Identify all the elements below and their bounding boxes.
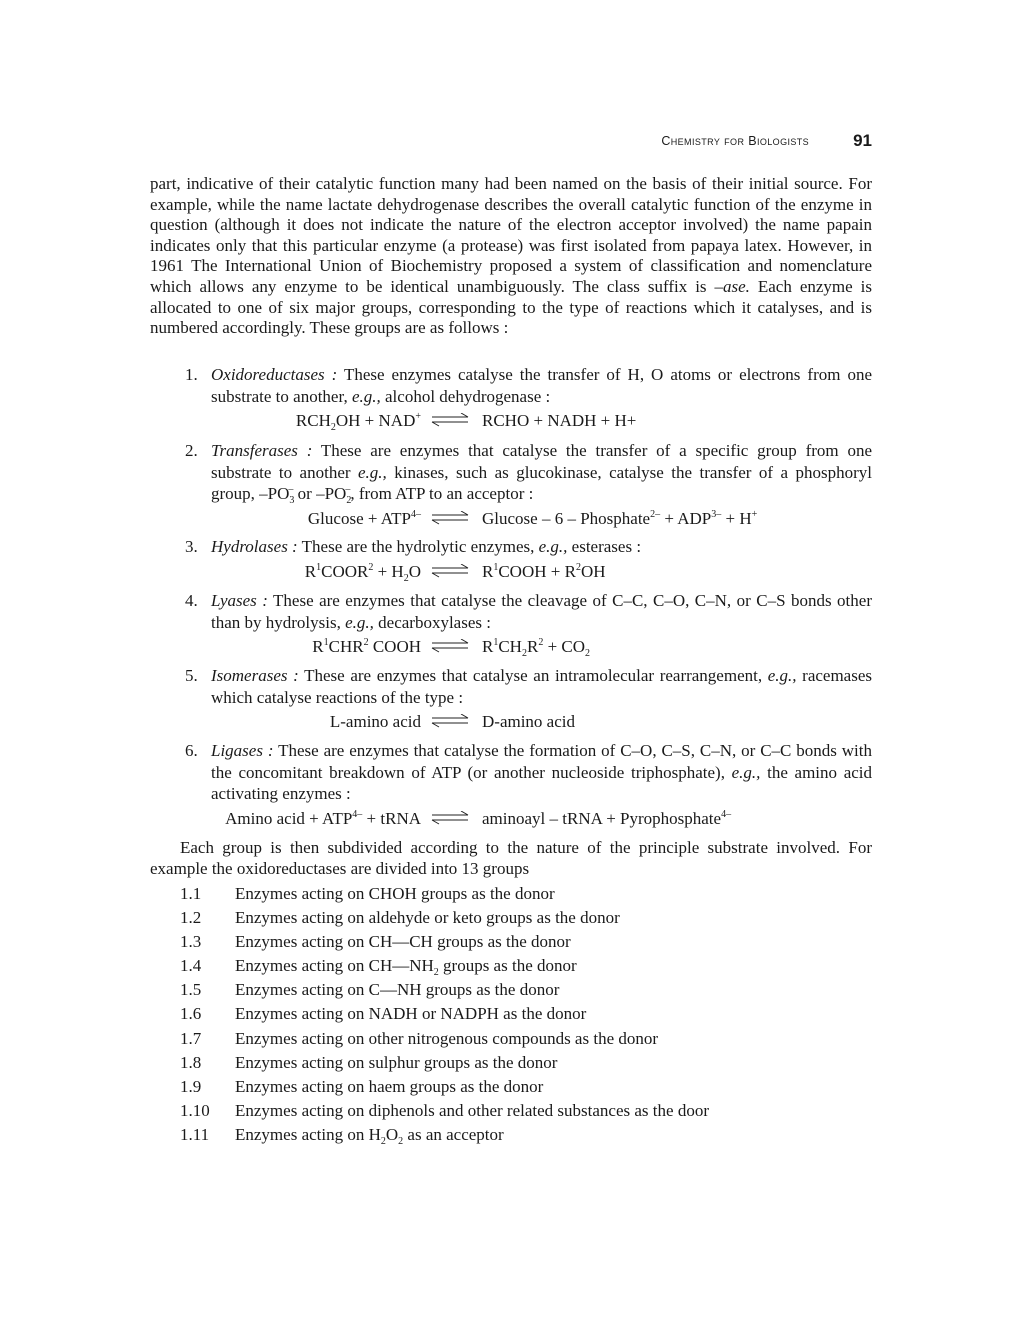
- class-name: Oxidoreductases :: [211, 365, 338, 384]
- class-description: racemases which catalyse reactions of the type :: [211, 666, 872, 707]
- subgroup-text: Enzymes acting on $H_2O_2$ as an acceptor: [235, 1125, 504, 1147]
- equilibrium-arrow-icon: [430, 413, 470, 427]
- class-description: These are enzymes that catalyse the formation of C–O, C–S, C–N, or C–C bonds with the concomitant breakdown of ATP (or another nucleoside triphosphate),: [211, 741, 872, 782]
- page-number: 91: [853, 131, 872, 150]
- subgroup-text: Enzymes acting on NADH or NADPH as the donor: [235, 1004, 587, 1023]
- class-number: 4.: [185, 591, 198, 610]
- subgroup-number: 1.7: [180, 1029, 202, 1048]
- eg-abbrev: e.g.,: [357, 462, 387, 482]
- equation-rhs: Glucose – 6 – Phosphate$^{2-}$ + $ADP^{3-} + H^+$: [482, 509, 758, 528]
- equilibrium-arrow-icon: [430, 714, 470, 728]
- subgroup-number: 1.3: [180, 932, 202, 951]
- class-description: These are enzymes that catalyse the cleavage of C–C, C–O, C–N, or C–S bonds other than by hydrolysis,: [211, 591, 872, 632]
- class-name: Isomerases :: [211, 666, 299, 685]
- eg-abbrev: e.g.,: [731, 762, 761, 782]
- intro-paragraph: [150, 174, 872, 339]
- class-description: These are enzymes that catalyse an intramolecular rearrangement,: [298, 666, 768, 685]
- equation-lyase: [150, 637, 872, 661]
- class-name: Transferases :: [211, 441, 313, 460]
- class-description: kinases, such as glucokinase, catalyse the transfer of a phosphoryl group, –PO: [211, 462, 872, 503]
- enzyme-class-5: [185, 665, 872, 708]
- equation-lhs: L-amino acid: [329, 712, 421, 731]
- class-name: Ligases :: [211, 741, 274, 760]
- class-suffix: –ase.: [714, 276, 750, 296]
- equilibrium-arrow-icon: [430, 564, 470, 578]
- subgroup-text: Enzymes acting on sulphur groups as the donor: [235, 1053, 558, 1072]
- running-header: [150, 131, 872, 151]
- equilibrium-arrow-icon: [430, 811, 470, 825]
- class-description: esterases :: [567, 537, 642, 556]
- eg-abbrev: e.g.,: [345, 612, 374, 632]
- eg-abbrev: e.g.,: [538, 537, 568, 556]
- equation-lhs: $R^1CHR^2$ COOH: [312, 637, 421, 656]
- equilibrium-arrow-icon: [430, 511, 470, 525]
- enzyme-class-1: [185, 364, 872, 407]
- class-description: alcohol dehydrogenase :: [380, 386, 551, 406]
- class-description: These are enzymes that catalyse the transfer of a specific group from one substrate to another: [211, 441, 872, 482]
- eg-abbrev: e.g.,: [351, 386, 381, 406]
- enzyme-class-3: [185, 536, 872, 558]
- subgroup-text: Enzymes acting on other nitrogenous compounds as the donor: [235, 1029, 659, 1048]
- class-description: decarboxylases :: [373, 612, 491, 632]
- class-number: 3.: [185, 537, 198, 556]
- intro-text-2: Each enzyme is allocated to one of six major groups, corresponding to the type of reactions which it catalyses, and is numbered accordingly. These groups are as follows :: [150, 276, 872, 338]
- subgroup-number: 1.8: [180, 1053, 202, 1072]
- enzyme-class-2: 2. Transferases : These are enzymes that catalyse the transfer of a specific group from one substrate to another e.g., kinases, such as glucokinase, catalyse the transfer of a phosphoryl group, $-PO_3^-$ or $-PO_2^-$, from ATP to an acceptor :: [185, 441, 872, 506]
- subgroup-number: 1.1: [180, 884, 202, 903]
- subgroup-text: Enzymes acting on CH—CH groups as the donor: [235, 932, 571, 951]
- class-description: These enzymes catalyse the transfer of H, O atoms or electrons from one substrate to another,: [211, 365, 872, 406]
- running-title: Chemistry for Biologists: [661, 134, 810, 148]
- equation-oxidoreductase: [150, 411, 872, 435]
- equation-ligase: [150, 809, 872, 833]
- equation-lhs: $RCH_2OH + NAD^+$: [295, 411, 421, 433]
- equilibrium-arrow-icon: [430, 639, 470, 653]
- class-description: the amino acid activating enzymes :: [211, 762, 873, 803]
- equation-isomerase: [150, 712, 872, 736]
- equation-lhs: $Glucose + ATP^{4-}$: [307, 509, 421, 528]
- subgroup-text: Enzymes acting on CHOH groups as the donor: [235, 884, 555, 903]
- subdivision-paragraph: Each group is then subdivided according to the nature of the principle substrate involved. For example the oxidoreductases are divided into 13 groups: [150, 838, 872, 878]
- subgroup-number: 1.11: [180, 1125, 210, 1144]
- subgroup-number: 1.4: [180, 956, 202, 975]
- enzyme-class-4: [185, 590, 872, 633]
- subgroup-number: 1.6: [180, 1004, 202, 1023]
- class-number: 6.: [185, 741, 198, 760]
- class-name: Lyases :: [211, 591, 268, 610]
- subgroup-text: Enzymes acting on haem groups as the donor: [235, 1077, 544, 1096]
- class-description: These are the hydrolytic enzymes,: [297, 537, 539, 556]
- equation-rhs: aminoayl – tRNA + Pyrophosphate$^{4-}$: [482, 809, 732, 828]
- class-number: 2.: [185, 441, 198, 460]
- subgroup-text: Enzymes acting on aldehyde or keto groups as the donor: [235, 908, 620, 927]
- equation-lhs: Amino acid + $ATP^{4-}$ + tRNA: [225, 809, 421, 828]
- subgroup-text: Enzymes acting on diphenols and other related substances as the door: [235, 1101, 709, 1120]
- class-number: 5.: [185, 666, 198, 685]
- enzyme-class-6: [185, 740, 872, 805]
- equation-hydrolase: [150, 562, 872, 586]
- equation-rhs: $R^1COOH + R^2OH$: [482, 562, 606, 581]
- equation-rhs: $R^1CH_2R^2 + CO_2$: [482, 637, 591, 659]
- subgroup-number: 1.10: [180, 1101, 210, 1120]
- subgroup-text: Enzymes acting on $CH—NH_2$ groups as the donor: [235, 956, 577, 978]
- equation-rhs: RCHO + NADH + H+: [482, 411, 637, 430]
- class-name: Hydrolases :: [211, 537, 298, 556]
- eg-abbrev: e.g.,: [767, 666, 797, 685]
- class-number: 1.: [185, 365, 198, 384]
- subgroup-number: 1.5: [180, 980, 202, 999]
- equation-lhs: $R^1COOR^2 + H_2O$: [304, 562, 421, 584]
- subgroup-number: 1.9: [180, 1077, 202, 1096]
- intro-text-1: part, indicative of their catalytic function many had been named on the basis of their initial source. For example, while the name lactate dehydrogenase describes the overall catalytic function of the enzyme in question (although it does not indicate the nature of the electron acceptor involved) the name papain indicates only that this particular enzyme (a protease) was first isolated from papaya latex. However, in 1961 The International Union of Biochemistry proposed a system of classification and nomenclature which allows any enzyme to be identical unambiguously. The class suffix is: [150, 174, 872, 296]
- subgroup-number: 1.2: [180, 908, 202, 927]
- equation-transferase: [150, 509, 872, 533]
- subgroup-text: Enzymes acting on C—NH groups as the donor: [235, 980, 560, 999]
- equation-rhs: D-amino acid: [482, 712, 575, 731]
